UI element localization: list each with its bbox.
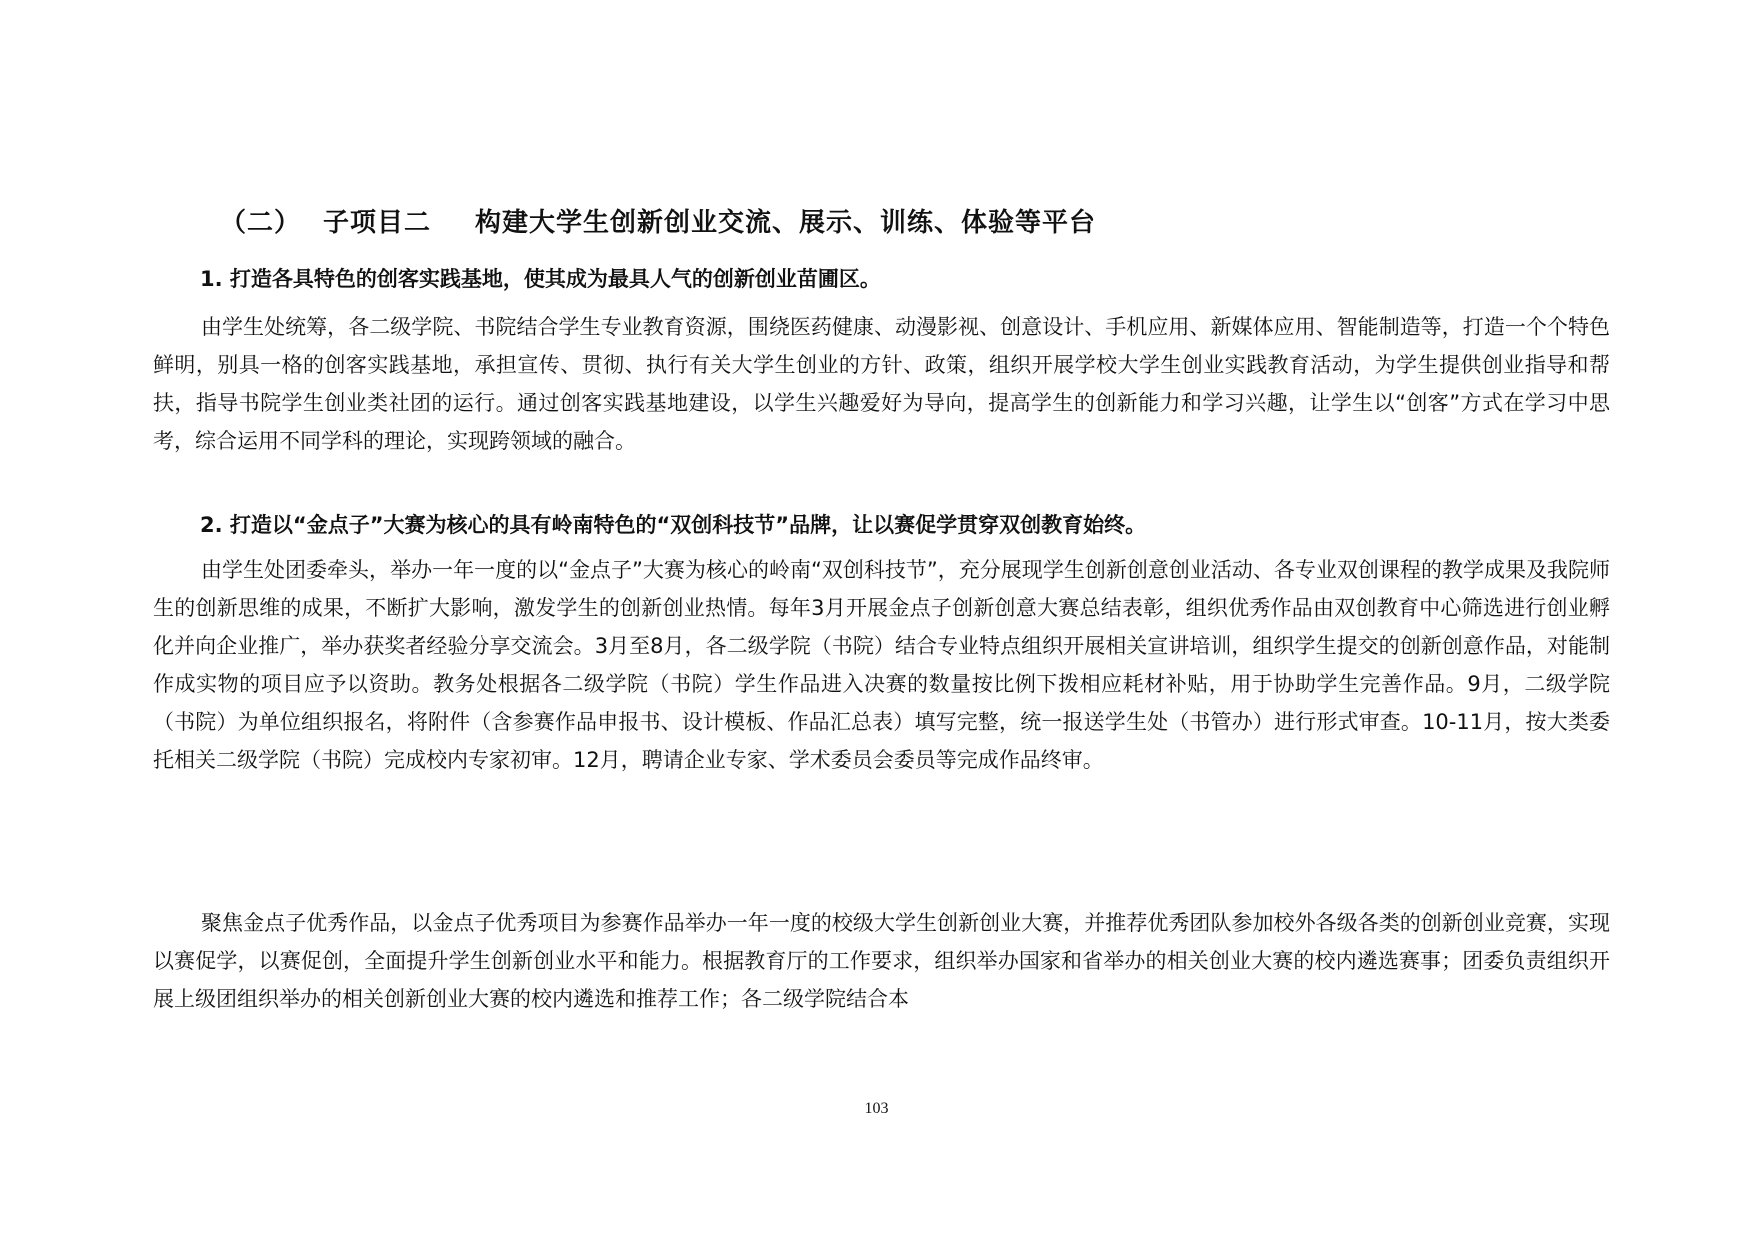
section-prefix: （二） (220, 208, 302, 238)
paragraph-1: 由学生处统筹，各二级学院、书院结合学生专业教育资源，围绕医药健康、动漫影视、创意设计、手机应用、新媒体应用、智能制造等，打造一个个特色鲜明，别具一格的创客实践基地，承担宣传、贯彻、执行有关大学生创业的方针、政策，组织开展学校大学生创业实践教育活动，为学生提供创业指导和帮扶，指导书院学生创业类社团的运行。通过创客实践基地建设，以学生兴趣爱好为导向，提高学生的创新能力和学习兴趣，让学生以“创客”方式在学习中思考，综合运用不同学科的理论，实现跨领域的融合。 (153, 315, 1610, 453)
subheading-1: 1. 打造各具特色的创客实践基地，使其成为最具人气的创新创业苗圃区。 (200, 267, 881, 291)
page-number: 103 (864, 1100, 889, 1117)
section-heading-text: 构建大学生创新创业交流、展示、训练、体验等平台 (475, 208, 1097, 238)
paragraph-3: 聚焦金点子优秀作品，以金点子优秀项目为参赛作品举办一年一度的校级大学生创新创业大赛，并推荐优秀团队参加校外各级各类的创新创业竞赛，实现以赛促学，以赛促创，全面提升学生创新创业水平和能力。根据教育厅的工作要求，组织举办国家和省举办的相关创业大赛的校内遴选赛事；团委负责组织开展上级团组织举办的相关创新创业大赛的校内遴选和推荐工作；各二级学院结合本 (153, 911, 1610, 1011)
paragraph-2: 由学生处团委牵头，举办一年一度的以“金点子”大赛为核心的岭南“双创科技节”，充分展现学生创新创意创业活动、各专业双创课程的教学成果及我院师生的创新思维的成果，不断扩大影响，激发学生的创新创业热情。每年3月开展金点子创新创意大赛总结表彰，组织优秀作品由双创教育中心筛选进行创业孵化并向企业推广，举办获奖者经验分享交流会。3月至8月，各二级学院（书院）结合专业特点组织开展相关宣讲培训，组织学生提交的创新创意作品，对能制作成实物的项目应予以资助。教务处根据各二级学院（书院）学生作品进入决赛的数量按比例下拨相应耗材补贴，用于协助学生完善作品。9月，二级学院（书院）为单位组织报名，将附件（含参赛作品申报书、设计模板、作品汇总表）填写完整，统一报送学生处（书管办）进行形式审查。10-11月，按大类委托相关二级学院（书院）完成校内专家初审。12月，聘请企业专家、学术委员会委员等完成作品终审。 (153, 558, 1610, 772)
subheading-2: 2. 打造以“金点子”大赛为核心的具有岭南特色的“双创科技节”品牌，让以赛促学贯穿双创教育始终。 (200, 513, 1147, 537)
section-label: 子项目二 (323, 208, 432, 238)
section-title (220, 205, 1620, 241)
